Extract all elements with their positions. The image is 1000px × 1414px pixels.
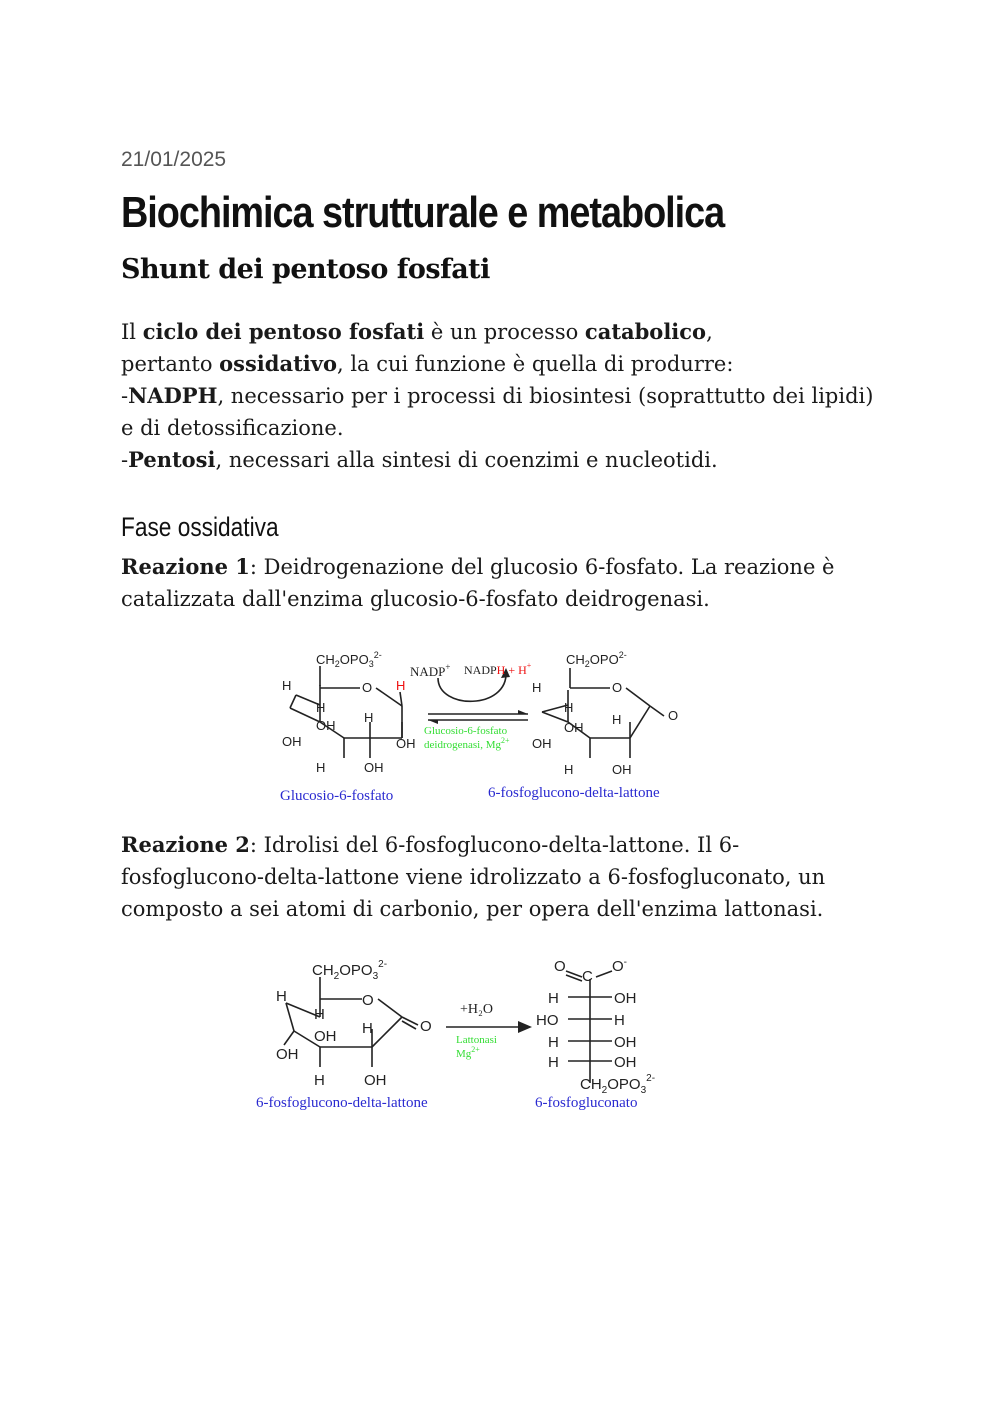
svg-text:O: O bbox=[668, 708, 679, 723]
svg-text:H: H bbox=[548, 1054, 559, 1071]
svg-text:O: O bbox=[362, 992, 374, 1009]
substrate-label: 6-fosfoglucono-delta-lattone bbox=[256, 1095, 428, 1111]
svg-text:O: O bbox=[420, 1018, 432, 1035]
svg-text:H: H bbox=[564, 700, 574, 715]
svg-text:H: H bbox=[548, 990, 559, 1007]
svg-text:OH: OH bbox=[614, 1034, 637, 1051]
intro-paragraph bbox=[121, 316, 881, 476]
reaction-1-figure bbox=[278, 650, 708, 808]
cofactor-nadp: NADP+ bbox=[410, 662, 451, 679]
svg-text:OH: OH bbox=[314, 1028, 337, 1045]
product-label: 6-fosfoglucono-delta-lattone bbox=[488, 785, 660, 801]
intro-bullet-pentosi: -Pentosi, necessari alla sintesi di coenzimi e nucleotidi. bbox=[121, 447, 718, 472]
svg-text:H: H bbox=[532, 680, 542, 695]
svg-text:O: O bbox=[612, 680, 623, 695]
reaction-2-paragraph: Reazione 2: Idrolisi del 6-fosfoglucono-delta-lattone. Il 6-fosfoglucono-delta-lattone viene idrolizzato a 6-fosfogluconato, un composto a sei atomi di carbonio, per opera dell'enzima lattonasi. bbox=[121, 832, 826, 921]
reaction-2-figure bbox=[250, 955, 680, 1115]
intro-line: Il ciclo dei pentoso fosfati è un processo catabolico, bbox=[121, 319, 713, 344]
svg-text:OH: OH bbox=[612, 762, 632, 777]
svg-text:H: H bbox=[362, 1020, 373, 1037]
product-label: 6-fosfogluconato bbox=[535, 1095, 638, 1111]
substrate-label: Glucosio-6-fosfato bbox=[280, 788, 394, 804]
svg-text:H: H bbox=[614, 1012, 625, 1029]
intro-bullet-nadph: -NADPH, necessario per i processi di biosintesi (soprattutto dei lipidi) e di detossificazione. bbox=[121, 383, 874, 440]
svg-text:OH: OH bbox=[564, 720, 584, 735]
cofactor-label: $Mg^{2+}$ bbox=[456, 1045, 480, 1060]
svg-text:OH: OH bbox=[532, 736, 552, 751]
svg-text:OH: OH bbox=[614, 990, 637, 1007]
svg-text:O-: O- bbox=[612, 957, 628, 975]
reaction-1-paragraph: Reazione 1: Deidrogenazione del glucosio 6-fosfato. La reazione è catalizzata dall'enzima glucosio-6-fosfato deidrogenasi. bbox=[121, 554, 835, 611]
svg-text:H: H bbox=[612, 712, 622, 727]
document-title: Biochimica strutturale e metabolica bbox=[121, 188, 725, 237]
svg-text:C: C bbox=[582, 968, 593, 985]
enzyme-label-line1: Glucosio-6-fosfato bbox=[424, 725, 508, 737]
cofactor-nadph: NADPH + H+ bbox=[464, 661, 532, 677]
reaction-2-label: Reazione 2 bbox=[121, 832, 250, 857]
svg-text:OH: OH bbox=[316, 718, 336, 733]
svg-text:HO: HO bbox=[536, 1012, 559, 1029]
enzyme-label-line2: deidrogenasi, $Mg^{2+}$ bbox=[424, 736, 510, 751]
section-heading: Fase ossidativa bbox=[121, 512, 279, 542]
svg-text:H: H bbox=[314, 1072, 325, 1089]
document-subtitle: Shunt dei pentoso fosfati bbox=[121, 254, 490, 285]
svg-text:CH2OPO2-: $CH_2OPO^{2-}$ bbox=[566, 650, 627, 669]
svg-text:O: O bbox=[362, 680, 373, 695]
document-date: 21/01/2025 bbox=[121, 148, 227, 171]
enzyme-label: Lattonasi bbox=[456, 1034, 497, 1046]
intro-line: pertanto ossidativo, la cui funzione è quella di produrre: bbox=[121, 351, 734, 376]
reaction-1-label: Reazione 1 bbox=[121, 554, 250, 579]
svg-text:CH2OPO32-: $CH_2OPO_3^{2-}$ bbox=[316, 650, 382, 669]
svg-text:H: H bbox=[316, 700, 326, 715]
svg-text:CH2OPO32-: $CH_2OPO_3^{2-}$ bbox=[580, 1073, 656, 1096]
svg-text:H: H bbox=[548, 1034, 559, 1051]
svg-text:H: H bbox=[316, 760, 326, 775]
svg-text:OH: OH bbox=[364, 1072, 387, 1089]
svg-text:OH: OH bbox=[282, 734, 302, 749]
svg-text:O: O bbox=[554, 958, 566, 975]
highlight-h: H bbox=[396, 678, 406, 693]
svg-text:CH2OPO32-: $CH_2OPO_3^{2-}$ bbox=[312, 959, 388, 982]
svg-text:H: H bbox=[314, 1006, 325, 1023]
svg-text:OH: OH bbox=[276, 1046, 299, 1063]
svg-text:OH: OH bbox=[396, 736, 416, 751]
svg-text:H: H bbox=[564, 762, 574, 777]
reagent-water: +H₂O bbox=[460, 1002, 493, 1017]
svg-text:OH: OH bbox=[364, 760, 384, 775]
svg-text:H: H bbox=[282, 678, 292, 693]
svg-text:OH: OH bbox=[614, 1054, 637, 1071]
svg-text:H: H bbox=[276, 988, 287, 1005]
svg-text:H: H bbox=[364, 710, 374, 725]
